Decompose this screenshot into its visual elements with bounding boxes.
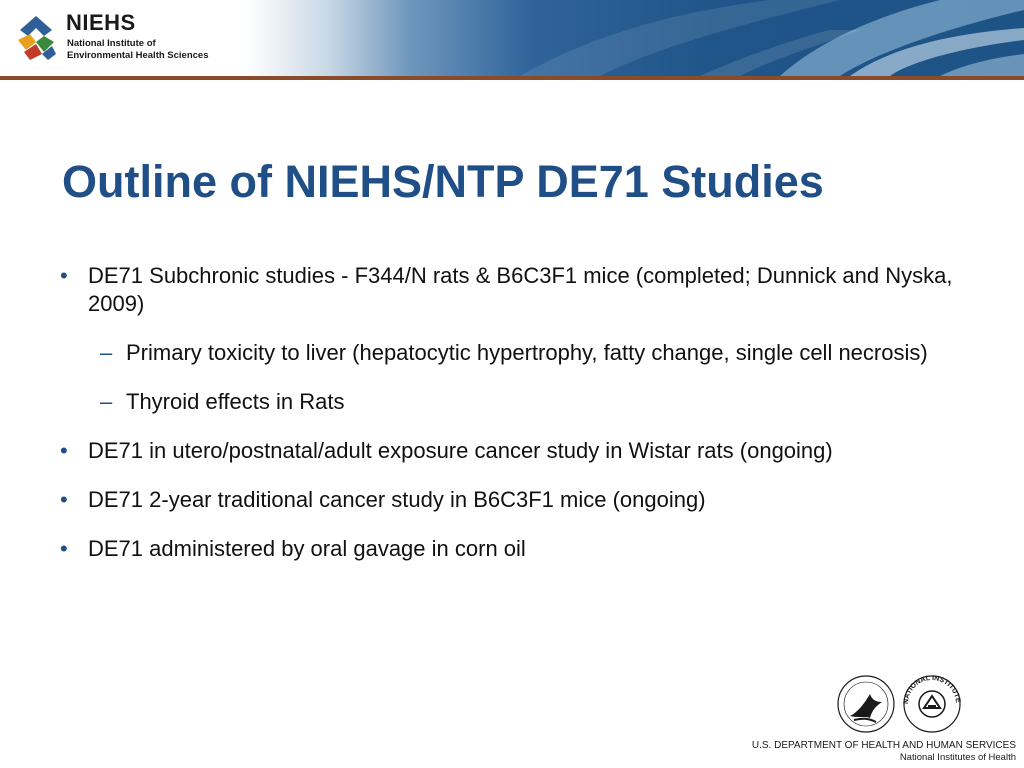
list-item-text: DE71 in utero/postnatal/adult exposure cancer study in Wistar rats (ongoing) xyxy=(88,438,833,463)
logo-acronym: NIEHS xyxy=(66,10,136,35)
list-item-text: Primary toxicity to liver (hepatocytic hypertrophy, fatty change, single cell necrosis) xyxy=(126,340,928,365)
bullet-list xyxy=(58,262,978,584)
svg-text:NATIONAL INSTITUTES OF HEALTH xyxy=(836,672,961,704)
list-item-text: DE71 2-year traditional cancer study in B6C3F1 mice (ongoing) xyxy=(88,487,706,512)
list-item xyxy=(58,437,978,465)
bullet-marker: • xyxy=(60,263,68,288)
sub-bullet-marker: – xyxy=(100,340,113,365)
slide-title: Outline of NIEHS/NTP DE71 Studies xyxy=(62,156,824,207)
logo-line-2: Environmental Health Sciences xyxy=(67,50,209,61)
list-item xyxy=(58,388,978,416)
list-item xyxy=(58,486,978,514)
footer-seals xyxy=(836,672,966,741)
agency-name: National Institutes of Health xyxy=(899,752,1016,763)
bullet-marker: • xyxy=(60,536,68,561)
list-item-text: DE71 Subchronic studies - F344/N rats & B6C3F1 mice (completed; Dunnick and Nyska, 2009) xyxy=(88,263,953,316)
list-item xyxy=(58,535,978,563)
header-rule xyxy=(0,76,1024,80)
bullet-marker: • xyxy=(60,487,68,512)
department-name: U.S. DEPARTMENT OF HEALTH AND HUMAN SERVICES xyxy=(751,740,1016,751)
logo-line-1: National Institute of xyxy=(67,38,156,49)
hhs-nih-seals-icon xyxy=(836,672,966,736)
header-banner xyxy=(0,0,1024,76)
list-item-text: Thyroid effects in Rats xyxy=(126,389,345,414)
niehs-logo[interactable] xyxy=(14,8,224,68)
list-item xyxy=(58,262,978,318)
hhs-eagle-seal-icon xyxy=(838,676,894,732)
list-item xyxy=(58,339,978,367)
nih-seal-text: NATIONAL INSTITUTE xyxy=(902,674,962,705)
list-item-text: DE71 administered by oral gavage in corn oil xyxy=(88,536,526,561)
footer-department-text xyxy=(752,740,1016,764)
niehs-logo-icon xyxy=(14,10,60,62)
sub-bullet-marker: – xyxy=(100,389,113,414)
bullet-marker: • xyxy=(60,438,68,463)
